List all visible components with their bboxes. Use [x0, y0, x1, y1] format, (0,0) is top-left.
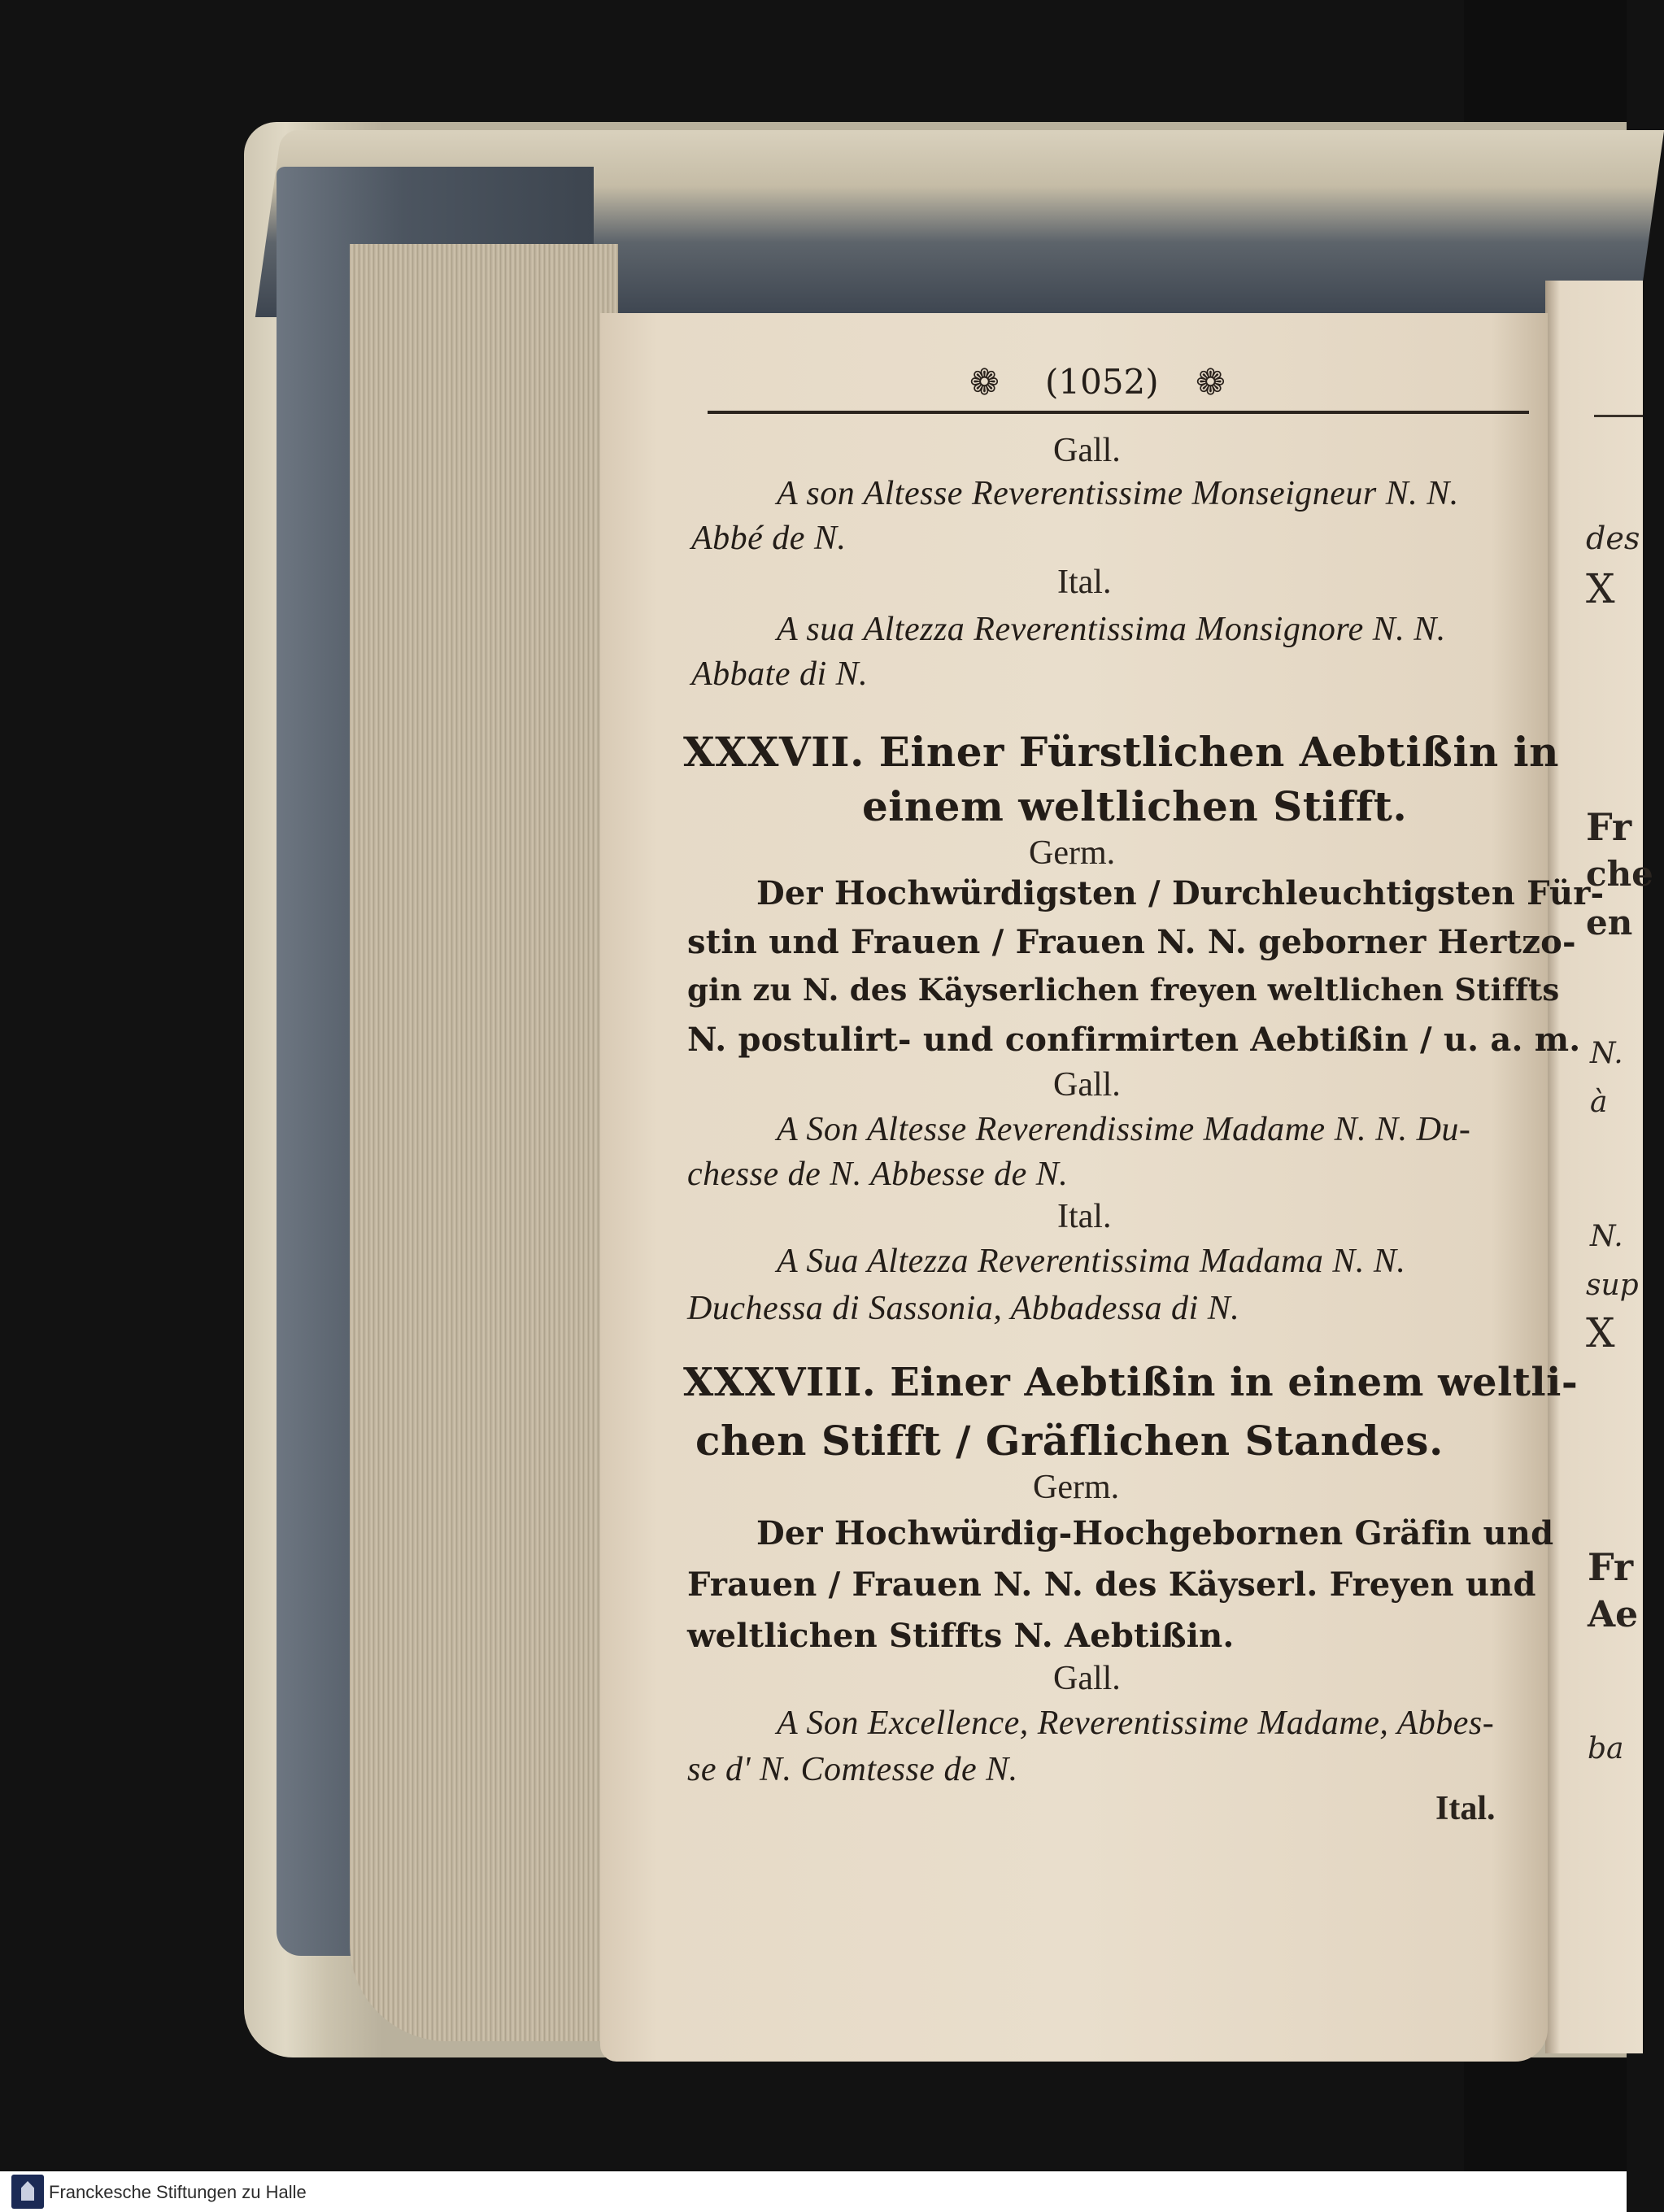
- footer-credit: Franckesche Stiftungen zu Halle: [49, 2182, 307, 2202]
- page-number: (1052): [1045, 362, 1159, 402]
- section-heading: chen Stifft / Gräflichen Standes.: [695, 1417, 1444, 1465]
- ornament-right-icon: ❁: [1196, 362, 1226, 403]
- text-line: Frauen / Frauen N. N. des Käyserl. Freyen und: [687, 1565, 1536, 1604]
- facing-page-text: che: [1586, 854, 1653, 894]
- header-rule: [708, 411, 1529, 414]
- facing-page-rule: [1594, 415, 1643, 417]
- facing-page-text: N.: [1590, 1220, 1623, 1253]
- facing-page-text: en: [1586, 903, 1633, 943]
- text-line: gin zu N. des Käyserlichen freyen weltlichen Stiffts: [687, 972, 1560, 1008]
- facing-page-text: ba: [1588, 1732, 1624, 1766]
- language-label: Ital.: [1057, 564, 1112, 601]
- facing-page-text: des: [1586, 520, 1640, 556]
- facing-page-text: N.: [1590, 1037, 1623, 1070]
- catchword: Ital.: [1435, 1790, 1496, 1827]
- language-label: Gall.: [1053, 1660, 1121, 1697]
- text-line: weltlichen Stiffts N. Aebtißin.: [687, 1617, 1235, 1655]
- section-heading: XXXVII. Einer Fürstlichen Aebtißin in: [683, 728, 1559, 776]
- facing-page-text: sup: [1586, 1269, 1639, 1302]
- text-line: A Sua Altezza Reverentissima Madama N. N.: [777, 1243, 1406, 1280]
- language-label: Ital.: [1057, 1198, 1112, 1235]
- facing-page-text: X: [1586, 1309, 1615, 1356]
- language-label: Germ.: [1029, 834, 1116, 872]
- facing-page-text: Fr: [1588, 1545, 1634, 1589]
- section-heading: XXXVIII. Einer Aebtißin in einem weltli-: [683, 1360, 1579, 1405]
- text-line: se d' N. Comtesse de N.: [687, 1751, 1018, 1788]
- text-line: Der Hochwürdig-Hochgebornen Gräfin und: [756, 1514, 1554, 1552]
- page-block-edge: [350, 244, 618, 2041]
- ornament-left-icon: ❁: [969, 362, 1000, 403]
- text-line: A Son Altesse Reverendissime Madame N. N. Du-: [777, 1111, 1471, 1148]
- text-line: Abbé de N.: [691, 520, 847, 557]
- section-heading: einem weltlichen Stifft.: [862, 782, 1408, 830]
- text-line: Abbate di N.: [691, 655, 869, 693]
- facing-page-text: Ae: [1588, 1594, 1639, 1635]
- language-label: Germ.: [1033, 1469, 1120, 1506]
- footer-bar: [0, 2171, 1627, 2212]
- facing-page-text: à: [1590, 1086, 1608, 1119]
- text-line: A sua Altezza Reverentissima Monsignore N. N.: [777, 611, 1446, 648]
- text-line: N. postulirt- und confirmirten Aebtißin / u. a. m.: [687, 1021, 1581, 1059]
- facing-page-text: Fr: [1586, 805, 1632, 849]
- text-line: chesse de N. Abbesse de N.: [687, 1156, 1069, 1193]
- facing-page-text: X: [1586, 565, 1615, 612]
- text-line: A Son Excellence, Reverentissime Madame, Abbes-: [777, 1705, 1495, 1742]
- text-line: Duchessa di Sassonia, Abbadessa di N.: [687, 1290, 1240, 1327]
- language-label: Gall.: [1053, 432, 1121, 469]
- institution-logo-icon: [11, 2175, 44, 2209]
- language-label: Gall.: [1053, 1066, 1121, 1104]
- text-line: Der Hochwürdigsten / Durchleuchtigsten Für-: [756, 874, 1605, 912]
- text-line: A son Altesse Reverentissime Monseigneur N. N.: [777, 475, 1459, 512]
- text-line: stin und Frauen / Frauen N. N. geborner Hertzo-: [687, 923, 1576, 961]
